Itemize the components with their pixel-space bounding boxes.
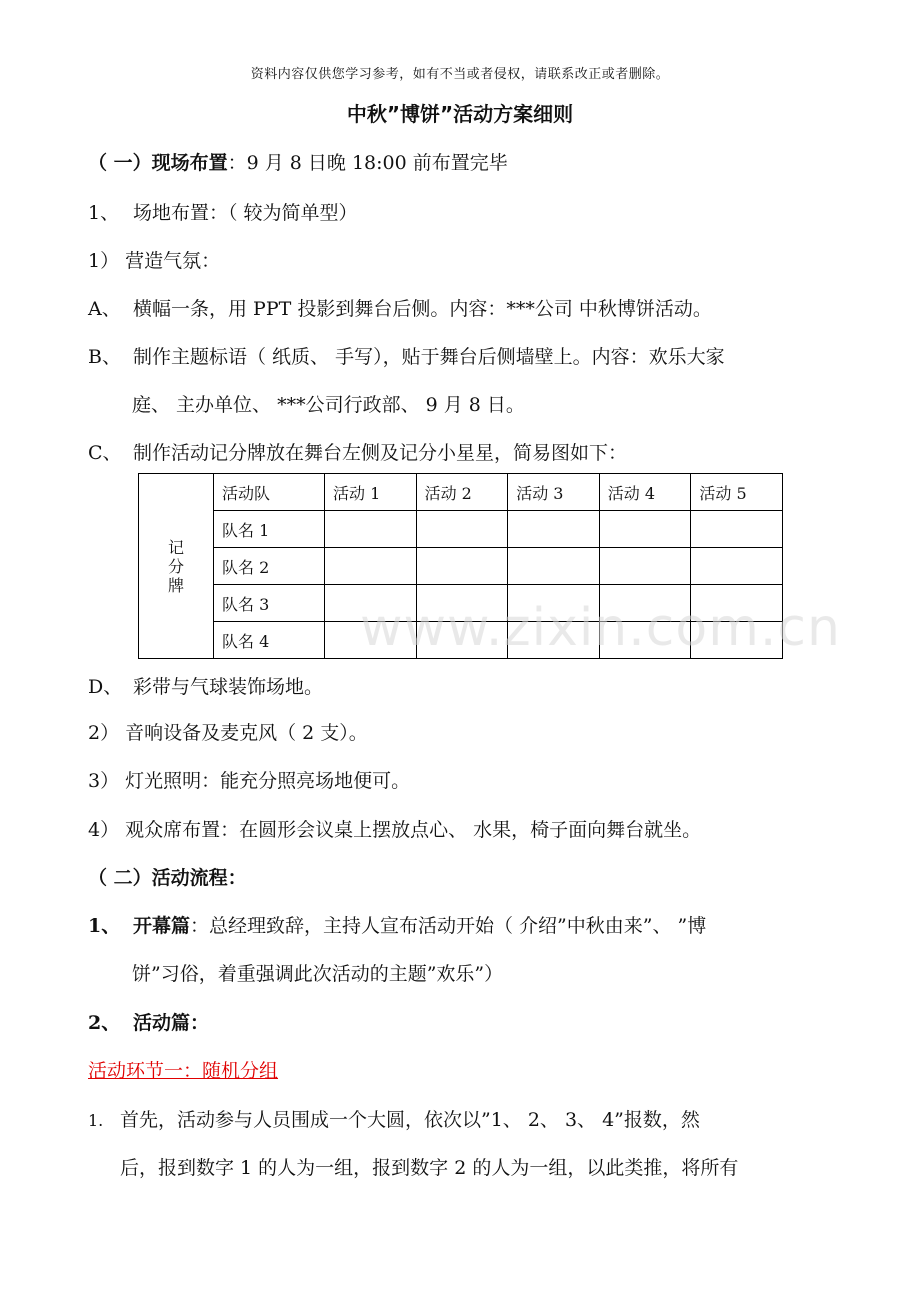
item-label: 活动篇： (133, 1012, 210, 1034)
score-cell (599, 548, 691, 585)
item-text: 音响设备及麦克风（ 2 支）。 (125, 722, 368, 744)
step-item-1-continued: 后，报到数字 1 的人为一组，报到数字 2 的人为一组，以此类推，将所有 (120, 1157, 739, 1179)
watermark: www.zixin.com.cn (360, 598, 841, 658)
score-cell (416, 511, 508, 548)
column-header: 活动 5 (691, 474, 783, 511)
item-decoration (88, 674, 323, 700)
item-text: 彩带与气球装饰场地。 (133, 676, 324, 698)
item-number: D、 (88, 676, 123, 698)
disclaimer-notice: 资料内容仅供您学习参考，如有不当或者侵权，请联系改正或者删除。 (250, 67, 670, 82)
item-text: 制作主题标语（ 纸质、 手写），贴于舞台后侧墙壁上。内容：欢乐大家 (133, 346, 725, 368)
item-text: 营造气氛： (125, 250, 221, 272)
table-row (139, 511, 783, 548)
section-heading-time: ：9 月 8 日晚 18:00 前布置完毕 (227, 152, 508, 174)
item-number: 2、 (88, 1012, 121, 1034)
item-number: 1、 (88, 915, 121, 937)
item-number: A、 (88, 298, 121, 320)
section-heading-process: （ 二）活动流程： (88, 867, 247, 889)
item-text: 制作活动记分牌放在舞台左侧及记分小星星，简易图如下： (133, 442, 628, 464)
item-text: ：总经理致辞，主持人宣布活动开始（ 介绍”中秋由来”、 ”博 (190, 915, 707, 937)
item-opening-continued: 饼”习俗，着重强调此次活动的主题”欢乐”） (132, 963, 504, 985)
item-audio (88, 720, 368, 746)
team-name-cell: 队名 3 (214, 585, 325, 622)
team-name-cell: 队名 2 (214, 548, 325, 585)
item-number: 1. (88, 1111, 104, 1130)
column-header: 活动队 (214, 474, 325, 511)
item-number: 4） (88, 819, 120, 841)
score-cell (691, 548, 783, 585)
item-number: 1） (88, 250, 120, 272)
team-name-cell: 队名 1 (214, 511, 325, 548)
score-cell (416, 548, 508, 585)
item-number: C、 (88, 442, 122, 464)
item-scoreboard (88, 440, 627, 466)
item-slogan (88, 344, 725, 370)
team-name-cell: 队名 4 (214, 622, 325, 659)
table-row (139, 548, 783, 585)
item-audience-seating (88, 817, 701, 843)
activity-link-text[interactable]: 活动环节一：随机分组 (88, 1060, 279, 1082)
item-number: 3） (88, 770, 120, 792)
item-opening (88, 913, 706, 939)
score-cell (508, 548, 600, 585)
item-text: 观众席布置：在圆形会议桌上摆放点心、 水果，椅子面向舞台就坐。 (125, 819, 702, 841)
score-cell (325, 511, 417, 548)
scoreboard-label (139, 474, 214, 659)
scoreboard-label-char: 牌 (167, 575, 184, 595)
item-text: 横幅一条，用 PPT 投影到舞台后侧。内容：***公司 中秋博饼活动。 (133, 298, 712, 320)
item-slogan-continued: 庭、 主办单位、 ***公司行政部、 9 月 8 日。 (132, 394, 525, 416)
table-header-row (139, 474, 783, 511)
column-header: 活动 1 (325, 474, 417, 511)
score-cell (599, 511, 691, 548)
item-label: 开幕篇 (133, 915, 191, 937)
item-atmosphere (88, 248, 220, 274)
section-heading-setup (88, 150, 508, 176)
item-number: 2） (88, 722, 120, 744)
score-cell (508, 511, 600, 548)
item-lighting (88, 768, 410, 794)
page-title: 中秋”博饼”活动方案细则 (346, 102, 574, 126)
column-header: 活动 4 (599, 474, 691, 511)
item-venue-setup (88, 200, 358, 226)
section-heading-label: （ 一）现场布置 (88, 152, 228, 174)
step-item-1 (88, 1107, 700, 1134)
item-text: 场地布置：（ 较为简单型） (133, 202, 358, 224)
item-text: 首先，活动参与人员围成一个大圆，依次以”1、 2、 3、 4”报数，然 (120, 1109, 700, 1131)
activity-link-random-grouping[interactable] (88, 1058, 278, 1084)
item-number: B、 (88, 346, 121, 368)
score-cell (691, 511, 783, 548)
column-header: 活动 2 (416, 474, 508, 511)
item-activities (88, 1010, 209, 1036)
item-text: 灯光照明：能充分照亮场地便可。 (125, 770, 411, 792)
column-header: 活动 3 (508, 474, 600, 511)
item-banner (88, 296, 712, 322)
scoreboard-label-char: 分 (167, 556, 184, 576)
score-cell (325, 548, 417, 585)
item-number: 1、 (88, 202, 120, 224)
scoreboard-label-char: 记 (167, 537, 184, 557)
